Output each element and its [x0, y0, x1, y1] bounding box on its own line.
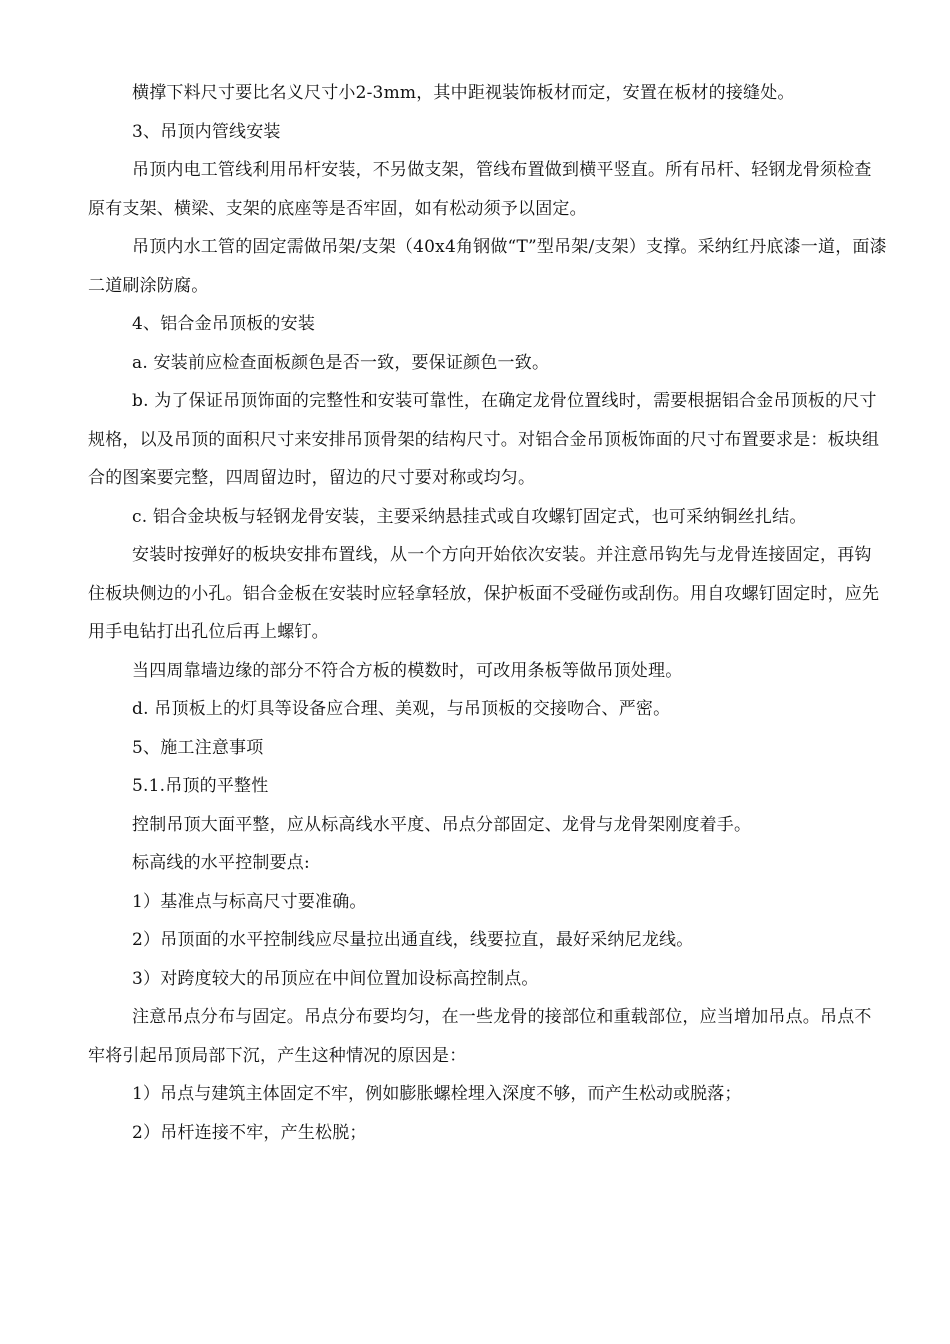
- paragraph-hanging-point-distribution: 注意吊点分布与固定。吊点分布要均匀，在一些龙骨的接部位和重载部位，应当增加吊点。吊点不牢将引起吊顶局部下沉，产生这种情况的原因是：: [88, 1007, 872, 1066]
- list-item-3-span-control: 3）对跨度较大的吊顶应在中间位置加设标高控制点。: [132, 968, 539, 989]
- list-item-c: c. 铝合金块板与轻钢龙骨安装，主要采纳悬挂式或自攻螺钉固定式，也可采纳铜丝扎结。: [132, 506, 807, 527]
- list-item-d: d. 吊顶板上的灯具等设备应合理、美观，与吊顶板的交接吻合、严密。: [132, 699, 671, 719]
- section-heading-pipe-installation: 3、吊顶内管线安装: [132, 121, 281, 142]
- paragraph-installation-order: 安装时按弹好的板块安排布置线，从一个方向开始依次安装。并注意吊钩先与龙骨连接固定，再钩住板块侧边的小孔。铝合金板在安装时应轻拿轻放，保护板面不受碰伤或刮伤。用自攻螺钉固定时，应先用手电钻打出孔位后再上螺钉。: [88, 545, 880, 642]
- section-heading-precautions: 5、施工注意事项: [132, 737, 264, 758]
- subsection-heading-flatness: 5.1.吊顶的平整性: [132, 776, 269, 796]
- list-item-1-datum: 1）基准点与标高尺寸要准确。: [132, 891, 367, 912]
- list-item-b: b. 为了保证吊顶饰面的完整性和安装可靠性，在确定龙骨位置线时，需要根据铝合金吊顶板的尺寸规格，以及吊顶的面积尺寸来安排吊顶骨架的结构尺寸。对铝合金吊顶板饰面的尺寸布置要求是：板块组合的图案要完整，四周留边时，留边的尺寸要对称或均匀。: [88, 391, 880, 488]
- paragraph-level-control-points: 标高线的水平控制要点:: [132, 853, 310, 873]
- list-item-2-rod-connection: 2）吊杆连接不牢，产生松脱；: [132, 1122, 367, 1143]
- section-heading-aluminum-panel: 4、铝合金吊顶板的安装: [132, 314, 316, 334]
- paragraph-crossbrace-cutting: 横撑下料尺寸要比名义尺寸小2-3mm，其中距视装饰板材而定，安置在板材的接缝处。: [132, 83, 795, 103]
- list-item-a: a. 安装前应检查面板颜色是否一致，要保证颜色一致。: [132, 352, 550, 373]
- list-item-2-control-line: 2）吊顶面的水平控制线应尽量拉出通直线，线要拉直，最好采纳尼龙线。: [132, 930, 694, 950]
- list-item-1-hanging-fixing: 1）吊点与建筑主体固定不牢，例如膨胀螺栓埋入深度不够，而产生松动或脱落；: [132, 1084, 742, 1104]
- paragraph-water-pipe-fixing: 吊顶内水工管的固定需做吊架/支架（40x4角钢做“T”型吊架/支架）支撑。采纳红丹底漆一道，面漆二道刷涂防腐。: [88, 237, 887, 296]
- paragraph-wall-edge: 当四周靠墙边缘的部分不符合方板的模数时，可改用条板等做吊顶处理。: [132, 660, 683, 681]
- paragraph-electrical-conduit: 吊顶内电工管线利用吊杆安装，不另做支架，管线布置做到横平竖直。所有吊杆、轻钢龙骨须检查原有支架、横梁、支架的底座等是否牢固，如有松动须予以固定。: [88, 160, 872, 219]
- document-body: [88, 74, 888, 1152]
- paragraph-flatness-control: 控制吊顶大面平整，应从标高线水平度、吊点分部固定、龙骨与龙骨架刚度着手。: [132, 814, 752, 835]
